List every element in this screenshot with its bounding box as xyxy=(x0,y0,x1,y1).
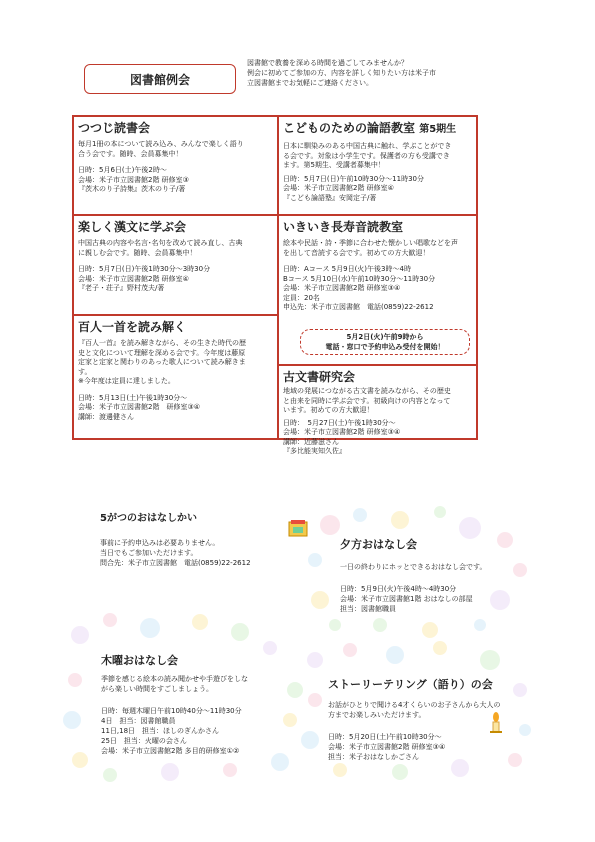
decorative-dot xyxy=(474,619,486,631)
decorative-dot xyxy=(192,614,208,630)
story-yugata: 夕方おはなし会 一日の終わりにホッとできるおはなし会です。 日時：5月9日(火)午後4時～4時30分 会場：米子市立図書館1階 おはなしの部屋 担当：図書館職員 xyxy=(340,540,530,614)
decorative-dot xyxy=(391,511,409,529)
decorative-dot xyxy=(103,613,117,627)
decorative-dot xyxy=(311,591,329,609)
decorative-dot xyxy=(140,618,160,638)
club-title: こどものための論語教室 第5期生 xyxy=(283,121,457,135)
decorative-dot xyxy=(373,618,387,632)
story-title: 夕方おはなし会 xyxy=(340,538,417,551)
decorative-dot xyxy=(422,622,438,638)
story-section: 5がつのおはなしかい 事前に予約申込みは必要ありません。 当日でもご参加いただけます。 問合先：米子市立図書館 電話(0859)22-2612 xyxy=(100,514,290,568)
club-title: 楽しく漢文に学ぶ会 xyxy=(78,220,187,234)
decorative-dot xyxy=(433,641,447,655)
decorative-dot xyxy=(63,711,81,729)
decorative-dot xyxy=(103,768,117,782)
story-mokuyo: 木曜おはなし会 季節を感じる絵本の読み聞かせや手遊びをしな がら楽しい時間をすごしましょう。 日時：毎週木曜日午前10時40分～11時30分 4日 担当：図書館職員 11日,18日 担当：ほしのぎんかさん 25日 担当：火曜の会さん 会場：米子市立図書館2階 多目的研修室①② xyxy=(101,656,301,756)
decorative-dot xyxy=(263,641,277,655)
decorative-dot xyxy=(343,643,357,657)
club-title: 百人一首を読み解く xyxy=(78,320,187,334)
club-rongo: こどものための論語教室 第5期生 日本に馴染みのある中国古典に触れ、学ぶことができ る会です。対象は小学生です。保護者の方も受講でき ます。第5期生、受講者募集中！ 日時：5月7日(日)午前10時30分～11時30分 会場：米子市立図書館2階 研修室④ 『こども論語塾』安岡定子/著 xyxy=(279,117,478,214)
story-title: ストーリーテリング（語り）の会 xyxy=(328,678,493,691)
decorative-dot xyxy=(71,626,89,644)
club-grid xyxy=(72,115,478,455)
club-hyakunin: 百人一首を読み解く 『百人一首』を読み解きながら、その生きた時代の歴 史と文化について理解を深める会です。今年度は藤原 定家と定家と関わりのあった歌人について読み解きま す。 ※今年度は定員に達しました。 日時：5月13日(土)午後1時30分～ 会場：米子市立図書館2階 研修室③④ 講師：渡邊健さん xyxy=(74,316,277,438)
decorative-dot xyxy=(161,763,179,781)
club-kanbun: 楽しく漢文に学ぶ会 中国古典の内容や名言･名句を改めて読み直し、古典 に親しむ会です。随時、会員募集中！ 日時：5月7日(日)午後1時30分～3時30分 会場：米子市立図書館2階 研修室④ 『老子・荘子』野村茂夫/著 xyxy=(74,216,277,314)
story-storytelling: ストーリーテリング（語り）の会 お話がひとりで聞ける4才くらいのお子さんから大人の 方までお楽しみいただけます。 日時：5月20日(土)午前10時30分～ 会場：米子市立図書館2階 研修室③④ 担当：米子おはなしかごさん xyxy=(328,680,533,762)
club-title: いきいき長寿音読教室 xyxy=(283,220,404,234)
decorative-dot xyxy=(308,553,322,567)
decorative-dot xyxy=(320,515,340,535)
club-tsutsuji: つつじ読書会 毎月1冊の本について読み込み、みんなで楽しく語り 合う会です。随時、会員募集中！ 日時：5月6日(土)午後2時～ 会場：米子市立図書館2階 研修室③ 『茨木のり子詩集』茨木のり子/著 xyxy=(74,117,277,214)
club-title: つつじ読書会 xyxy=(78,121,151,135)
decorative-dot xyxy=(333,763,347,777)
decorative-dot xyxy=(353,508,367,522)
decorative-dot xyxy=(223,763,237,777)
story-title: 木曜おはなし会 xyxy=(101,654,178,667)
decorative-dot xyxy=(386,646,404,664)
page-title: 図書館例会 xyxy=(84,64,236,94)
decorative-dot xyxy=(301,731,319,749)
club-title: 古文書研究会 xyxy=(283,370,356,384)
book-icon xyxy=(287,518,309,538)
decorative-dot xyxy=(434,506,446,518)
decorative-dot xyxy=(307,652,323,668)
intro-text: 図書館で教養を深める時間を過ごしてみませんか？ 例会に初めてご参加の方、内容を詳しく知りたい方は米子市 立図書館までお気軽にご連絡ください。 xyxy=(247,59,436,87)
decorative-dot xyxy=(72,752,88,768)
club-ondoku: いきいき長寿音読教室 絵本や民話・詩・季節に合わせた懐かしい唱歌などを声 を出して音読する会です。初めての方大歓迎！ 日時：Aコース 5月9日(火)午後3時～4時 Bコース 5月10日(水)午前10時30分～11時30分 会場：米子市立図書館2階 研修室③④ 定員：20名 申込先：米子市立図書館 電話(0859)22-2612 xyxy=(279,216,478,364)
decorative-dot xyxy=(231,623,249,641)
section-title: 5がつのおはなしかい xyxy=(100,513,197,524)
decorative-dot xyxy=(392,764,408,780)
decorative-dot xyxy=(329,619,341,631)
decorative-dot xyxy=(459,517,481,539)
reservation-notice: 5月2日(火)午前9時から 電話・窓口で予約申込み受付を開始！ xyxy=(300,329,470,355)
decorative-dot xyxy=(308,693,322,707)
decorative-dot xyxy=(68,673,82,687)
decorative-dot xyxy=(480,650,500,670)
club-komonjo: 古文書研究会 地域の発展につながる古文書を読みながら、その歴史 と由来を同時に学ぶ会です。初級向けの内容となって います。初めての方大歓迎！ 日時： 5月27日(土)午後1時30分～ 会場：米子市立図書館2階 研修室③④ 講師：近藤滋さん 『多比能実知久佐』 xyxy=(279,366,478,438)
